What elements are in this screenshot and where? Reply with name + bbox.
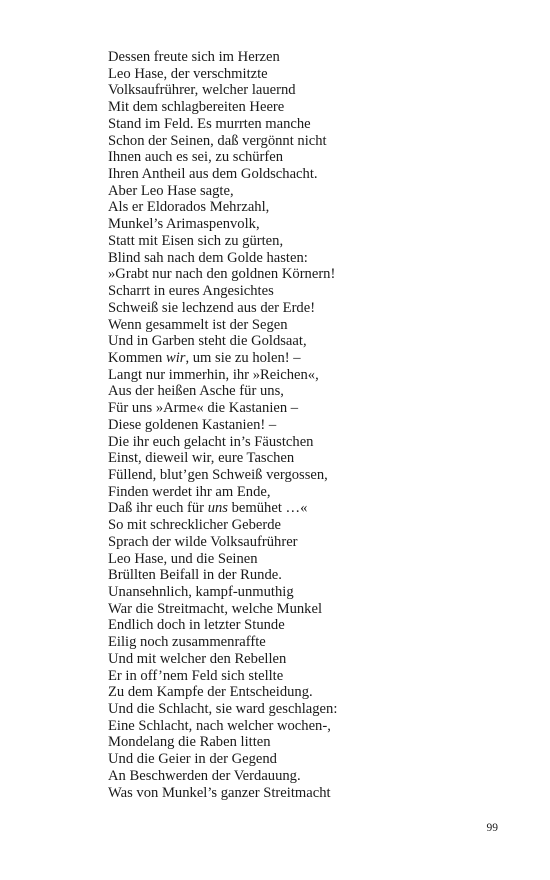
page-number: 99 <box>486 822 498 834</box>
verse-line <box>108 250 508 267</box>
verse-line <box>108 567 508 584</box>
verse-line <box>108 534 508 551</box>
verse-line <box>108 66 508 83</box>
verse-line <box>108 283 508 300</box>
verse-line <box>108 751 508 768</box>
verse-text: Stand im Feld. Es murrten manche <box>108 115 311 132</box>
verse-text: Diese goldenen Kastanien! – <box>108 416 277 433</box>
verse-line <box>108 383 508 400</box>
verse-line <box>108 651 508 668</box>
verse-line <box>108 400 508 417</box>
verse-line <box>108 601 508 618</box>
verse-line <box>108 684 508 701</box>
verse-text: Kommen <box>108 349 166 366</box>
verse-text: Für uns »Arme« die Kastanien – <box>108 400 299 417</box>
verse-line <box>108 701 508 718</box>
verse-text: Füllend, blut’gen Schweiß vergossen, <box>108 466 328 483</box>
verse-text: Munkel’s Arimaspenvolk, <box>108 216 260 233</box>
verse-text: Leo Hase, der verschmitzte <box>108 65 268 82</box>
verse-emphasis: wir <box>165 349 186 366</box>
verse-line <box>108 450 508 467</box>
verse-emphasis: uns <box>207 500 228 517</box>
verse-line <box>108 49 508 66</box>
verse-line <box>108 350 508 367</box>
verse-text: Wenn gesammelt ist der Segen <box>108 316 288 333</box>
verse-text: Eine Schlacht, nach welcher wochen-, <box>108 717 331 734</box>
verse-text: Schweiß sie lechzend aus der Erde! <box>108 299 316 316</box>
verse-text: Schon der Seinen, daß vergönnt nicht <box>108 132 327 149</box>
verse-text: An Beschwerden der Verdauung. <box>108 767 301 784</box>
verse-text: Aus der heißen Asche für uns, <box>108 383 284 400</box>
verse-line <box>108 82 508 99</box>
verse-line <box>108 199 508 216</box>
verse-text: Ihnen auch es sei, zu schürfen <box>108 149 284 166</box>
verse-line <box>108 551 508 568</box>
verse-text: Dessen freute sich im Herzen <box>108 49 280 65</box>
verse-text: Als er Eldorados Mehrzahl, <box>108 199 270 216</box>
verse-text: Statt mit Eisen sich zu gürten, <box>108 232 284 249</box>
verse-text: Und die Schlacht, sie ward geschlagen: <box>108 701 338 718</box>
verse-text: bemühet …« <box>227 500 308 517</box>
verse-line <box>108 133 508 150</box>
verse-text: Langt nur immerhin, ihr »Reichen«, <box>108 366 319 383</box>
verse-text: Und in Garben steht die Goldsaat, <box>108 333 307 350</box>
verse-line <box>108 266 508 283</box>
verse-text: Eilig noch zusammenraffte <box>108 634 266 651</box>
verse-line <box>108 149 508 166</box>
verse-line <box>108 300 508 317</box>
verse-line <box>108 517 508 534</box>
verse-text: So mit schrecklicher Geberde <box>108 517 282 534</box>
verse-text: Endlich doch in letzter Stunde <box>108 617 285 634</box>
verse-text: Scharrt in eures Angesichtes <box>108 283 274 300</box>
verse-text: »Grabt nur nach den goldnen Körnern! <box>108 266 336 283</box>
verse-line <box>108 183 508 200</box>
verse-text: Zu dem Kampfe der Entscheidung. <box>108 684 313 701</box>
verse-line <box>108 467 508 484</box>
verse-line <box>108 718 508 735</box>
poem-text <box>108 49 508 801</box>
verse-text: Daß ihr euch für <box>108 500 208 517</box>
verse-line <box>108 333 508 350</box>
verse-text: Und mit welcher den Rebellen <box>108 650 287 667</box>
verse-line <box>108 768 508 785</box>
verse-text: Mit dem schlagbereiten Heere <box>108 99 285 116</box>
verse-text: Brüllten Beifall in der Runde. <box>108 567 282 584</box>
verse-line <box>108 216 508 233</box>
verse-line <box>108 116 508 133</box>
verse-text: Sprach der wilde Volksaufrührer <box>108 533 298 550</box>
verse-text: Die ihr euch gelacht in’s Fäustchen <box>108 433 314 450</box>
verse-text: Aber Leo Hase sagte, <box>108 182 234 199</box>
verse-line <box>108 584 508 601</box>
verse-line <box>108 434 508 451</box>
verse-text: Ihren Antheil aus dem Goldschacht. <box>108 166 318 183</box>
verse-line <box>108 166 508 183</box>
verse-text: Er in off’nem Feld sich stellte <box>108 667 284 684</box>
verse-line <box>108 734 508 751</box>
verse-line <box>108 367 508 384</box>
verse-line <box>108 417 508 434</box>
verse-line <box>108 668 508 685</box>
verse-line <box>108 500 508 517</box>
verse-text: Mondelang die Raben litten <box>108 734 271 751</box>
verse-line <box>108 484 508 501</box>
verse-line <box>108 634 508 651</box>
verse-text: War die Streitmacht, welche Munkel <box>108 600 323 617</box>
verse-text: Einst, dieweil wir, eure Taschen <box>108 450 295 467</box>
verse-line <box>108 317 508 334</box>
verse-line <box>108 785 508 802</box>
verse-text: Finden werdet ihr am Ende, <box>108 483 271 500</box>
verse-text: Volksaufrührer, welcher lauernd <box>108 82 296 99</box>
verse-line <box>108 233 508 250</box>
verse-line <box>108 617 508 634</box>
verse-text: Und die Geier in der Gegend <box>108 751 277 768</box>
verse-text: Blind sah nach dem Golde hasten: <box>108 249 308 266</box>
verse-line <box>108 99 508 116</box>
verse-text: , um sie zu holen! – <box>185 349 301 366</box>
verse-text: Unansehnlich, kampf-unmuthig <box>108 584 294 600</box>
verse-text: Was von Munkel’s ganzer Streitmacht <box>108 784 331 801</box>
verse-text: Leo Hase, und die Seinen <box>108 550 258 567</box>
